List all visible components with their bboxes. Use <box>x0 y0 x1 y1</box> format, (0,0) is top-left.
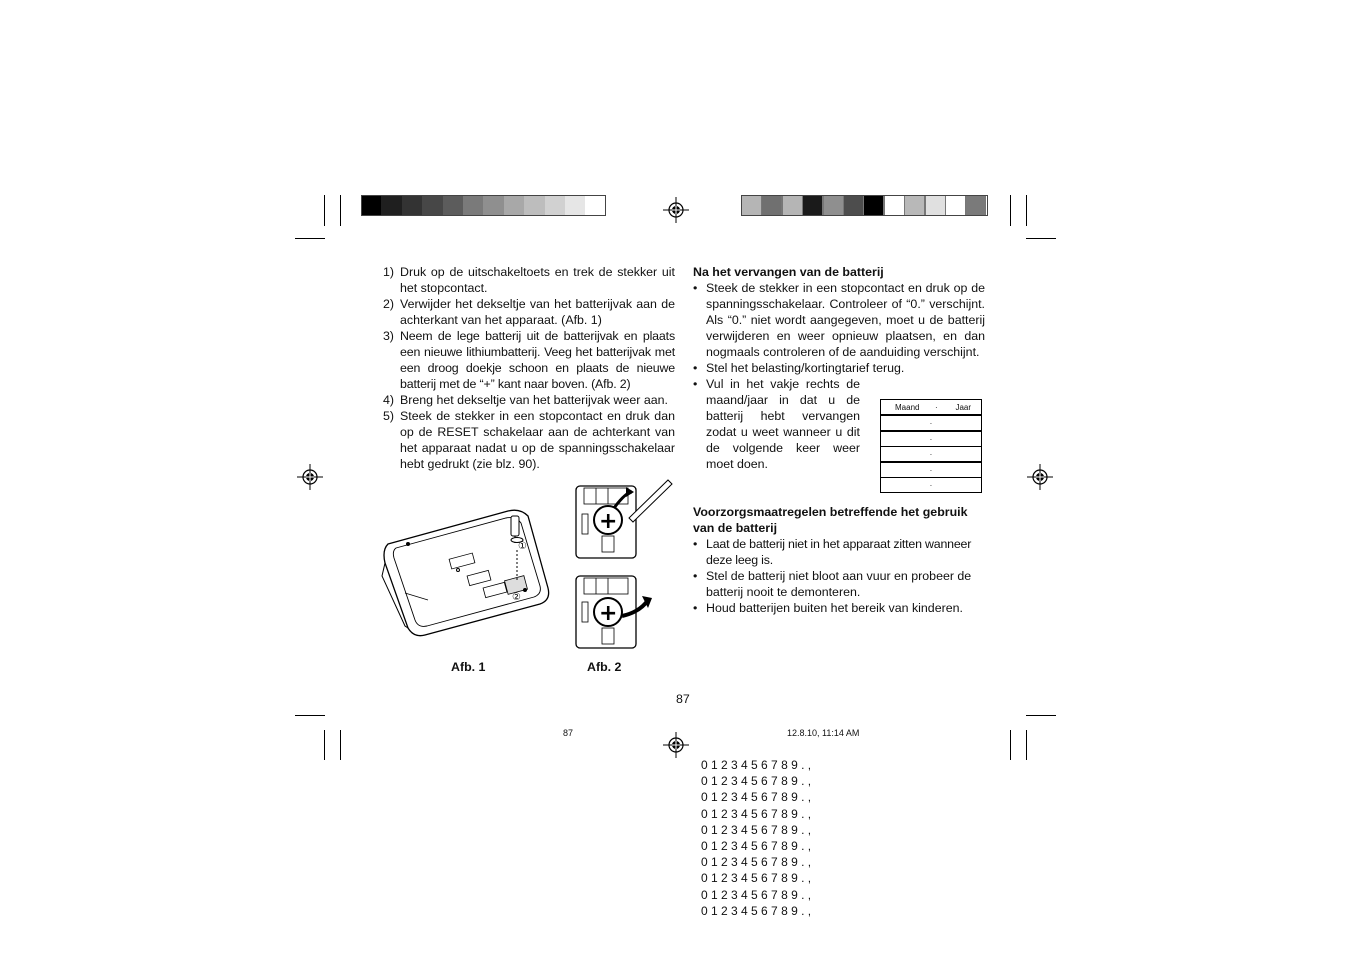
svg-text:+: + <box>599 509 618 534</box>
digit-line: 0 1 2 3 4 5 6 7 8 9 . , <box>701 790 812 805</box>
color-swatch <box>925 195 946 216</box>
list-item: • Steek de stekker in een stopcontact en druk op de spanningsschakelaar. Controleer of “0.” verschijnt. Als “0.” niet wordt aangegeven, moet u de batterij verwijderen en weer opnieuw plaatsen, en dan nogmaals controleren of de aanduiding verschijnt. <box>693 281 985 359</box>
footer-page-ref: 87 <box>563 728 574 738</box>
callout-1: ① <box>518 541 527 552</box>
step-item: 4) Breng het dekseltje van het batterijvak weer aan. <box>383 393 668 407</box>
figure-1-caption: Afb. 1 <box>451 660 486 674</box>
callout-2: ② <box>512 592 521 603</box>
color-swatch <box>863 195 884 216</box>
digit-line: 0 1 2 3 4 5 6 7 8 9 . , <box>701 806 812 821</box>
digit-line: 0 1 2 3 4 5 6 7 8 9 . , <box>701 903 812 918</box>
after-heading: Na het vervangen van de batterij <box>693 265 884 279</box>
registration-mark-bottom <box>663 732 689 758</box>
digit-line: 0 1 2 3 4 5 6 7 8 9 . , <box>701 855 812 870</box>
list-item: • Laat de batterij niet in het apparaat zitten wanneer deze leeg is. <box>693 537 972 567</box>
color-swatch <box>545 195 566 216</box>
svg-text:+: + <box>599 601 618 626</box>
precautions-section <box>693 504 985 616</box>
color-swatch <box>483 195 504 216</box>
digit-line: 0 1 2 3 4 5 6 7 8 9 . , <box>701 887 812 902</box>
footer-timestamp: 12.8.10, 11:14 AM <box>787 728 860 738</box>
color-swatch <box>524 195 545 216</box>
step-item: 3) Neem de lege batterij uit de batterijvak en plaats een nieuwe lithiumbatterij. Veeg het batterijvak met een droog doekje schoon en plaats de nieuwe batterij met de “+” kant naar boven. (Afb. 2) <box>383 329 675 391</box>
color-swatch <box>361 195 382 216</box>
battery-date-table <box>880 399 982 493</box>
color-swatch <box>443 195 464 216</box>
color-swatch <box>945 195 966 216</box>
figure-2-caption: Afb. 2 <box>587 660 622 674</box>
date-table-row[interactable]: · <box>881 478 982 493</box>
registration-mark-top <box>663 197 689 223</box>
color-swatch <box>422 195 443 216</box>
list-item: • Vul in het vakje rechts de maand/jaar in dat u de batterij hebt vervangen zodat u weet wanneer u dit de volgende keer weer moet doen. <box>693 377 860 471</box>
color-swatch <box>823 195 844 216</box>
color-swatch <box>843 195 864 216</box>
registration-mark-left <box>297 464 323 490</box>
color-swatch <box>585 195 606 216</box>
step-item: 1) Druk op de uitschakeltoets en trek de stekker uit het stopcontact. <box>383 265 675 295</box>
digit-line: 0 1 2 3 4 5 6 7 8 9 . , <box>701 774 812 789</box>
color-swatch <box>381 195 402 216</box>
color-swatch <box>884 195 905 216</box>
color-swatch <box>761 195 782 216</box>
step-item: 2) Verwijder het dekseltje van het batterijvak aan de achterkant van het apparaat. (Afb. 1) <box>383 297 675 327</box>
date-table-row[interactable]: · <box>881 462 982 478</box>
color-swatch <box>782 195 803 216</box>
date-table-header: Maand · Jaar <box>881 400 982 416</box>
color-swatch <box>565 195 586 216</box>
date-table-row[interactable]: · <box>881 431 982 447</box>
battery-compartment-bottom <box>576 576 652 648</box>
step-item: 5) Steek de stekker in een stopcontact en druk dan op de RESET schakelaar aan de achterkant van het apparaat nadat u op de spanningsschakelaar hebt gedrukt (zie blz. 90). <box>383 409 675 471</box>
digit-line: 0 1 2 3 4 5 6 7 8 9 . , <box>701 758 812 772</box>
color-swatch <box>463 195 484 216</box>
color-swatch <box>904 195 925 216</box>
list-item: • Stel het belasting/kortingtarief terug. <box>693 361 905 375</box>
figure-1-calculator-underside <box>380 508 555 638</box>
figure-2-battery-removal <box>574 478 674 650</box>
color-swatch <box>402 195 423 216</box>
page-number: 87 <box>676 692 690 706</box>
color-swatch <box>741 195 762 216</box>
registration-mark-right <box>1027 464 1053 490</box>
list-item: • Houd batterijen buiten het bereik van kinderen. <box>693 601 963 615</box>
battery-compartment-top <box>576 480 672 558</box>
replacement-steps <box>383 264 675 472</box>
digit-line: 0 1 2 3 4 5 6 7 8 9 . , <box>701 871 812 886</box>
color-swatch <box>504 195 525 216</box>
date-table-row[interactable]: · <box>881 415 982 431</box>
digit-line: 0 1 2 3 4 5 6 7 8 9 . , <box>701 839 812 853</box>
digit-line: 0 1 2 3 4 5 6 7 8 9 . , <box>701 822 812 837</box>
date-table-row[interactable]: · <box>881 447 982 463</box>
color-swatch <box>965 195 986 216</box>
precautions-heading: Voorzorgsmaatregelen betreffende het gebruik van de batterij <box>693 505 968 535</box>
color-swatch <box>802 195 823 216</box>
list-item: • Stel de batterij niet bloot aan vuur en probeer de batterij nooit te demonteren. <box>693 569 972 599</box>
